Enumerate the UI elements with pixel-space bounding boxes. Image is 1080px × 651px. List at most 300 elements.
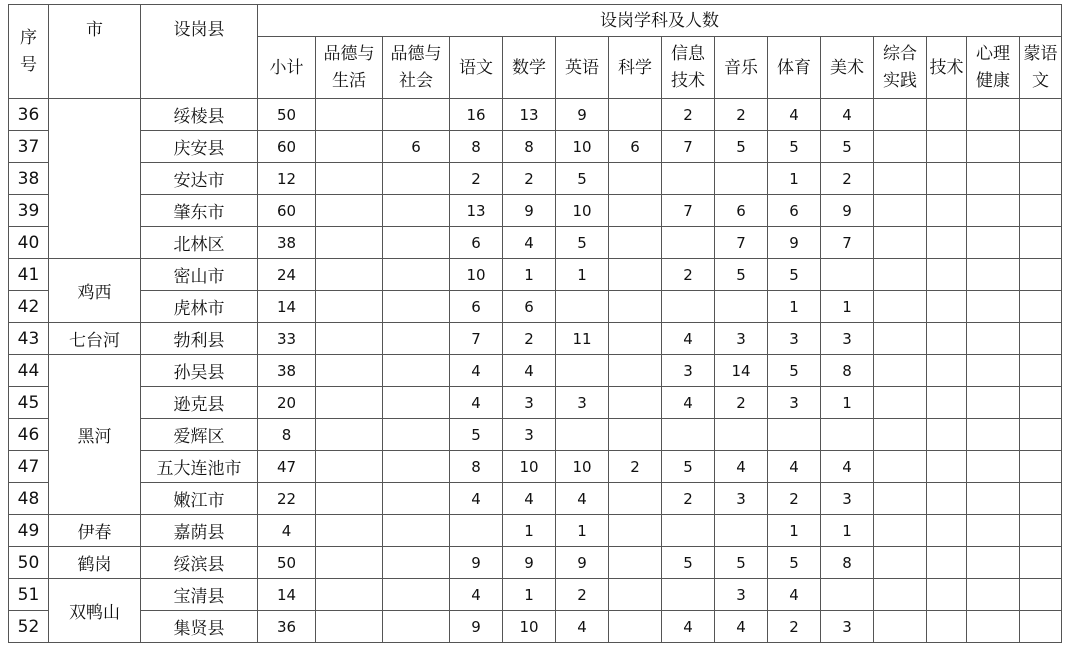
cell-value xyxy=(383,579,450,611)
cell-value: 5 xyxy=(715,259,768,291)
row-city xyxy=(49,99,141,259)
cell-value xyxy=(1020,355,1062,387)
cell-value: 9 xyxy=(503,547,556,579)
cell-value: 4 xyxy=(258,515,316,547)
cell-value xyxy=(609,387,662,419)
cell-value xyxy=(1020,579,1062,611)
row-city: 双鸭山 xyxy=(49,579,141,643)
cell-value: 33 xyxy=(258,323,316,355)
cell-value xyxy=(316,387,383,419)
cell-value: 22 xyxy=(258,483,316,515)
header-subject-line: 体育 xyxy=(777,57,811,78)
table-row xyxy=(9,195,1062,227)
cell-value: 2 xyxy=(556,579,609,611)
cell-value xyxy=(927,99,967,131)
cell-value: 4 xyxy=(821,451,874,483)
cell-value xyxy=(556,419,609,451)
cell-value xyxy=(1020,515,1062,547)
cell-value xyxy=(316,291,383,323)
cell-value: 3 xyxy=(662,355,715,387)
cell-value xyxy=(927,323,967,355)
cell-value: 4 xyxy=(450,579,503,611)
cell-value: 60 xyxy=(258,195,316,227)
cell-value: 14 xyxy=(258,579,316,611)
header-subject-14 xyxy=(1020,37,1062,99)
cell-value: 1 xyxy=(821,387,874,419)
header-subject-6 xyxy=(609,37,662,99)
cell-value: 6 xyxy=(450,291,503,323)
cell-value xyxy=(662,579,715,611)
cell-value: 7 xyxy=(662,131,715,163)
cell-value xyxy=(1020,451,1062,483)
table-row xyxy=(9,131,1062,163)
cell-value xyxy=(927,259,967,291)
row-county: 五大连池市 xyxy=(141,451,258,483)
cell-value xyxy=(967,387,1020,419)
cell-value xyxy=(316,611,383,643)
cell-value xyxy=(1020,195,1062,227)
row-county: 爱辉区 xyxy=(141,419,258,451)
cell-value: 4 xyxy=(768,579,821,611)
cell-value: 12 xyxy=(258,163,316,195)
cell-value xyxy=(874,355,927,387)
cell-value xyxy=(1020,131,1062,163)
cell-value: 14 xyxy=(715,355,768,387)
cell-value: 9 xyxy=(556,99,609,131)
cell-value: 9 xyxy=(450,547,503,579)
header-city: 市 xyxy=(49,5,141,99)
cell-value: 38 xyxy=(258,227,316,259)
cell-value xyxy=(383,291,450,323)
row-county: 嘉荫县 xyxy=(141,515,258,547)
row-county: 绥棱县 xyxy=(141,99,258,131)
header-subject-line: 小计 xyxy=(269,57,304,78)
cell-value xyxy=(967,419,1020,451)
cell-value: 8 xyxy=(450,131,503,163)
cell-value xyxy=(874,451,927,483)
cell-value: 36 xyxy=(258,611,316,643)
cell-value: 4 xyxy=(450,387,503,419)
cell-value: 9 xyxy=(503,195,556,227)
cell-value: 4 xyxy=(503,483,556,515)
cell-value xyxy=(316,355,383,387)
cell-value: 3 xyxy=(503,387,556,419)
cell-value: 4 xyxy=(450,483,503,515)
header-subject-line: 技术 xyxy=(671,70,705,91)
cell-value: 5 xyxy=(768,355,821,387)
cell-value xyxy=(316,579,383,611)
header-subject-line: 实践 xyxy=(883,70,917,91)
cell-value: 11 xyxy=(556,323,609,355)
row-city: 伊春 xyxy=(49,515,141,547)
cell-value: 6 xyxy=(383,131,450,163)
cell-value: 2 xyxy=(768,611,821,643)
cell-value xyxy=(927,291,967,323)
cell-value: 10 xyxy=(503,611,556,643)
table-row xyxy=(9,323,1062,355)
header-subject-13 xyxy=(967,37,1020,99)
cell-value xyxy=(874,259,927,291)
cell-value xyxy=(821,579,874,611)
cell-value xyxy=(967,291,1020,323)
cell-value: 50 xyxy=(258,547,316,579)
cell-value xyxy=(874,387,927,419)
header-subject-line: 技术 xyxy=(929,57,964,78)
cell-value xyxy=(316,227,383,259)
cell-value xyxy=(383,195,450,227)
row-index: 37 xyxy=(9,131,49,163)
row-index: 50 xyxy=(9,547,49,579)
cell-value: 10 xyxy=(450,259,503,291)
header-index xyxy=(9,5,49,99)
cell-value: 8 xyxy=(503,131,556,163)
cell-value xyxy=(927,579,967,611)
cell-value: 14 xyxy=(258,291,316,323)
row-county: 绥滨县 xyxy=(141,547,258,579)
row-city: 鸡西 xyxy=(49,259,141,323)
cell-value xyxy=(967,515,1020,547)
cell-value xyxy=(383,515,450,547)
cell-value xyxy=(715,291,768,323)
header-subject-8 xyxy=(715,37,768,99)
cell-value: 8 xyxy=(258,419,316,451)
row-index: 48 xyxy=(9,483,49,515)
cell-value xyxy=(1020,547,1062,579)
cell-value: 38 xyxy=(258,355,316,387)
row-index: 52 xyxy=(9,611,49,643)
row-county: 逊克县 xyxy=(141,387,258,419)
header-subject-11 xyxy=(874,37,927,99)
cell-value: 4 xyxy=(556,611,609,643)
row-index: 44 xyxy=(9,355,49,387)
cell-value xyxy=(316,163,383,195)
cell-value: 2 xyxy=(503,163,556,195)
cell-value: 9 xyxy=(450,611,503,643)
header-subject-line: 生活 xyxy=(332,70,366,91)
cell-value: 13 xyxy=(503,99,556,131)
cell-value xyxy=(1020,419,1062,451)
cell-value xyxy=(316,547,383,579)
cell-value xyxy=(609,99,662,131)
cell-value: 5 xyxy=(768,259,821,291)
table-row xyxy=(9,387,1062,419)
cell-value xyxy=(874,579,927,611)
cell-value: 1 xyxy=(503,515,556,547)
recruitment-table xyxy=(8,4,1062,643)
cell-value xyxy=(927,547,967,579)
header-index-label: 序号 xyxy=(20,27,37,75)
cell-value: 4 xyxy=(662,611,715,643)
header-subject-line: 英语 xyxy=(565,57,599,78)
cell-value xyxy=(967,579,1020,611)
cell-value xyxy=(715,163,768,195)
cell-value xyxy=(450,515,503,547)
cell-value xyxy=(967,611,1020,643)
table-row xyxy=(9,515,1062,547)
cell-value: 1 xyxy=(556,515,609,547)
cell-value xyxy=(1020,323,1062,355)
cell-value xyxy=(1020,483,1062,515)
cell-value xyxy=(609,259,662,291)
cell-value xyxy=(609,611,662,643)
cell-value xyxy=(874,547,927,579)
cell-value: 50 xyxy=(258,99,316,131)
cell-value: 5 xyxy=(662,547,715,579)
cell-value xyxy=(874,323,927,355)
cell-value: 9 xyxy=(821,195,874,227)
cell-value xyxy=(927,419,967,451)
cell-value xyxy=(556,291,609,323)
row-county: 勃利县 xyxy=(141,323,258,355)
cell-value: 6 xyxy=(450,227,503,259)
cell-value: 5 xyxy=(556,227,609,259)
row-city: 七台河 xyxy=(49,323,141,355)
cell-value xyxy=(316,419,383,451)
cell-value xyxy=(609,419,662,451)
table-row xyxy=(9,483,1062,515)
row-county: 肇东市 xyxy=(141,195,258,227)
cell-value xyxy=(874,163,927,195)
cell-value: 2 xyxy=(768,483,821,515)
cell-value: 5 xyxy=(768,131,821,163)
cell-value: 6 xyxy=(715,195,768,227)
table-row xyxy=(9,227,1062,259)
cell-value: 47 xyxy=(258,451,316,483)
row-county: 嫩江市 xyxy=(141,483,258,515)
header-subject-1 xyxy=(316,37,383,99)
cell-value xyxy=(556,355,609,387)
header-subject-line: 文 xyxy=(1032,70,1049,91)
row-city: 黑河 xyxy=(49,355,141,515)
cell-value xyxy=(609,323,662,355)
cell-value xyxy=(967,195,1020,227)
row-county: 庆安县 xyxy=(141,131,258,163)
cell-value: 4 xyxy=(662,387,715,419)
cell-value: 5 xyxy=(715,131,768,163)
cell-value xyxy=(662,291,715,323)
header-subject-9 xyxy=(768,37,821,99)
header-subject-line: 语文 xyxy=(459,57,493,78)
cell-value: 8 xyxy=(450,451,503,483)
header-subject-line: 音乐 xyxy=(724,57,758,78)
cell-value: 7 xyxy=(450,323,503,355)
header-subject-line: 科学 xyxy=(618,57,652,78)
cell-value: 4 xyxy=(503,227,556,259)
cell-value xyxy=(383,227,450,259)
cell-value: 3 xyxy=(768,323,821,355)
header-subject-4 xyxy=(503,37,556,99)
cell-value xyxy=(383,387,450,419)
cell-value: 10 xyxy=(503,451,556,483)
cell-value: 1 xyxy=(556,259,609,291)
cell-value xyxy=(609,483,662,515)
row-county: 北林区 xyxy=(141,227,258,259)
table-row xyxy=(9,611,1062,643)
cell-value: 5 xyxy=(556,163,609,195)
cell-value xyxy=(874,419,927,451)
header-subject-5 xyxy=(556,37,609,99)
row-index: 41 xyxy=(9,259,49,291)
cell-value xyxy=(927,163,967,195)
cell-value xyxy=(662,163,715,195)
cell-value xyxy=(316,515,383,547)
cell-value xyxy=(927,387,967,419)
cell-value: 7 xyxy=(662,195,715,227)
cell-value xyxy=(967,483,1020,515)
header-subject-7 xyxy=(662,37,715,99)
cell-value: 1 xyxy=(768,291,821,323)
table-row xyxy=(9,355,1062,387)
cell-value xyxy=(874,611,927,643)
header-subject-0 xyxy=(258,37,316,99)
cell-value: 4 xyxy=(450,355,503,387)
cell-value: 3 xyxy=(821,483,874,515)
cell-value: 1 xyxy=(768,163,821,195)
row-index: 46 xyxy=(9,419,49,451)
header-subject-line: 社会 xyxy=(399,70,433,91)
row-index: 47 xyxy=(9,451,49,483)
cell-value xyxy=(927,195,967,227)
cell-value xyxy=(383,611,450,643)
cell-value xyxy=(383,355,450,387)
cell-value: 2 xyxy=(662,259,715,291)
cell-value xyxy=(1020,291,1062,323)
cell-value xyxy=(316,323,383,355)
cell-value xyxy=(316,451,383,483)
cell-value: 10 xyxy=(556,131,609,163)
cell-value: 2 xyxy=(715,99,768,131)
row-county: 密山市 xyxy=(141,259,258,291)
cell-value xyxy=(821,419,874,451)
row-index: 39 xyxy=(9,195,49,227)
cell-value: 2 xyxy=(503,323,556,355)
cell-value: 2 xyxy=(450,163,503,195)
cell-value: 20 xyxy=(258,387,316,419)
header-subject-2 xyxy=(383,37,450,99)
cell-value: 2 xyxy=(715,387,768,419)
cell-value: 1 xyxy=(503,579,556,611)
cell-value: 9 xyxy=(556,547,609,579)
table-row xyxy=(9,451,1062,483)
cell-value xyxy=(967,227,1020,259)
cell-value: 16 xyxy=(450,99,503,131)
cell-value xyxy=(927,611,967,643)
header-subject-line: 品德与 xyxy=(323,43,375,64)
cell-value xyxy=(927,131,967,163)
cell-value: 4 xyxy=(662,323,715,355)
cell-value xyxy=(383,323,450,355)
cell-value: 6 xyxy=(768,195,821,227)
cell-value: 2 xyxy=(609,451,662,483)
cell-value: 1 xyxy=(768,515,821,547)
header-subject-line: 蒙语 xyxy=(1023,43,1058,64)
cell-value xyxy=(662,515,715,547)
cell-value: 5 xyxy=(715,547,768,579)
row-county: 虎林市 xyxy=(141,291,258,323)
cell-value: 6 xyxy=(609,131,662,163)
cell-value: 4 xyxy=(768,99,821,131)
cell-value: 3 xyxy=(503,419,556,451)
header-subject-group: 设岗学科及人数 xyxy=(258,5,1062,37)
cell-value: 2 xyxy=(662,483,715,515)
cell-value: 3 xyxy=(715,483,768,515)
cell-value xyxy=(715,515,768,547)
cell-value xyxy=(609,355,662,387)
row-index: 49 xyxy=(9,515,49,547)
cell-value xyxy=(1020,387,1062,419)
cell-value: 7 xyxy=(715,227,768,259)
cell-value: 4 xyxy=(556,483,609,515)
cell-value: 2 xyxy=(662,99,715,131)
cell-value xyxy=(874,227,927,259)
cell-value xyxy=(967,547,1020,579)
cell-value xyxy=(316,259,383,291)
header-subject-line: 健康 xyxy=(976,70,1010,91)
cell-value xyxy=(874,195,927,227)
cell-value xyxy=(609,579,662,611)
row-index: 51 xyxy=(9,579,49,611)
cell-value xyxy=(383,483,450,515)
cell-value xyxy=(967,323,1020,355)
cell-value xyxy=(874,99,927,131)
header-subject-line: 综合 xyxy=(883,43,917,64)
cell-value xyxy=(927,483,967,515)
cell-value: 4 xyxy=(768,451,821,483)
cell-value: 9 xyxy=(768,227,821,259)
cell-value: 8 xyxy=(821,355,874,387)
cell-value xyxy=(874,515,927,547)
cell-value xyxy=(715,419,768,451)
cell-value: 3 xyxy=(821,323,874,355)
table-row xyxy=(9,259,1062,291)
table-row xyxy=(9,99,1062,131)
header-subject-line: 心理 xyxy=(976,43,1010,64)
cell-value: 2 xyxy=(821,163,874,195)
row-county: 集贤县 xyxy=(141,611,258,643)
cell-value: 3 xyxy=(768,387,821,419)
cell-value: 13 xyxy=(450,195,503,227)
cell-value: 5 xyxy=(821,131,874,163)
cell-value xyxy=(927,227,967,259)
row-index: 43 xyxy=(9,323,49,355)
header-subject-line: 信息 xyxy=(671,43,705,64)
row-county: 孙吴县 xyxy=(141,355,258,387)
row-county: 宝清县 xyxy=(141,579,258,611)
cell-value xyxy=(1020,227,1062,259)
cell-value xyxy=(383,547,450,579)
cell-value: 1 xyxy=(503,259,556,291)
row-index: 38 xyxy=(9,163,49,195)
row-index: 36 xyxy=(9,99,49,131)
cell-value xyxy=(927,355,967,387)
table-row xyxy=(9,419,1062,451)
cell-value: 4 xyxy=(821,99,874,131)
cell-value xyxy=(383,99,450,131)
cell-value xyxy=(662,227,715,259)
cell-value: 5 xyxy=(450,419,503,451)
table-row xyxy=(9,579,1062,611)
cell-value xyxy=(1020,611,1062,643)
cell-value: 3 xyxy=(715,323,768,355)
cell-value xyxy=(609,515,662,547)
header-subject-3 xyxy=(450,37,503,99)
cell-value xyxy=(967,355,1020,387)
cell-value: 3 xyxy=(821,611,874,643)
cell-value xyxy=(1020,99,1062,131)
cell-value xyxy=(874,483,927,515)
cell-value: 10 xyxy=(556,451,609,483)
row-city: 鹤岗 xyxy=(49,547,141,579)
